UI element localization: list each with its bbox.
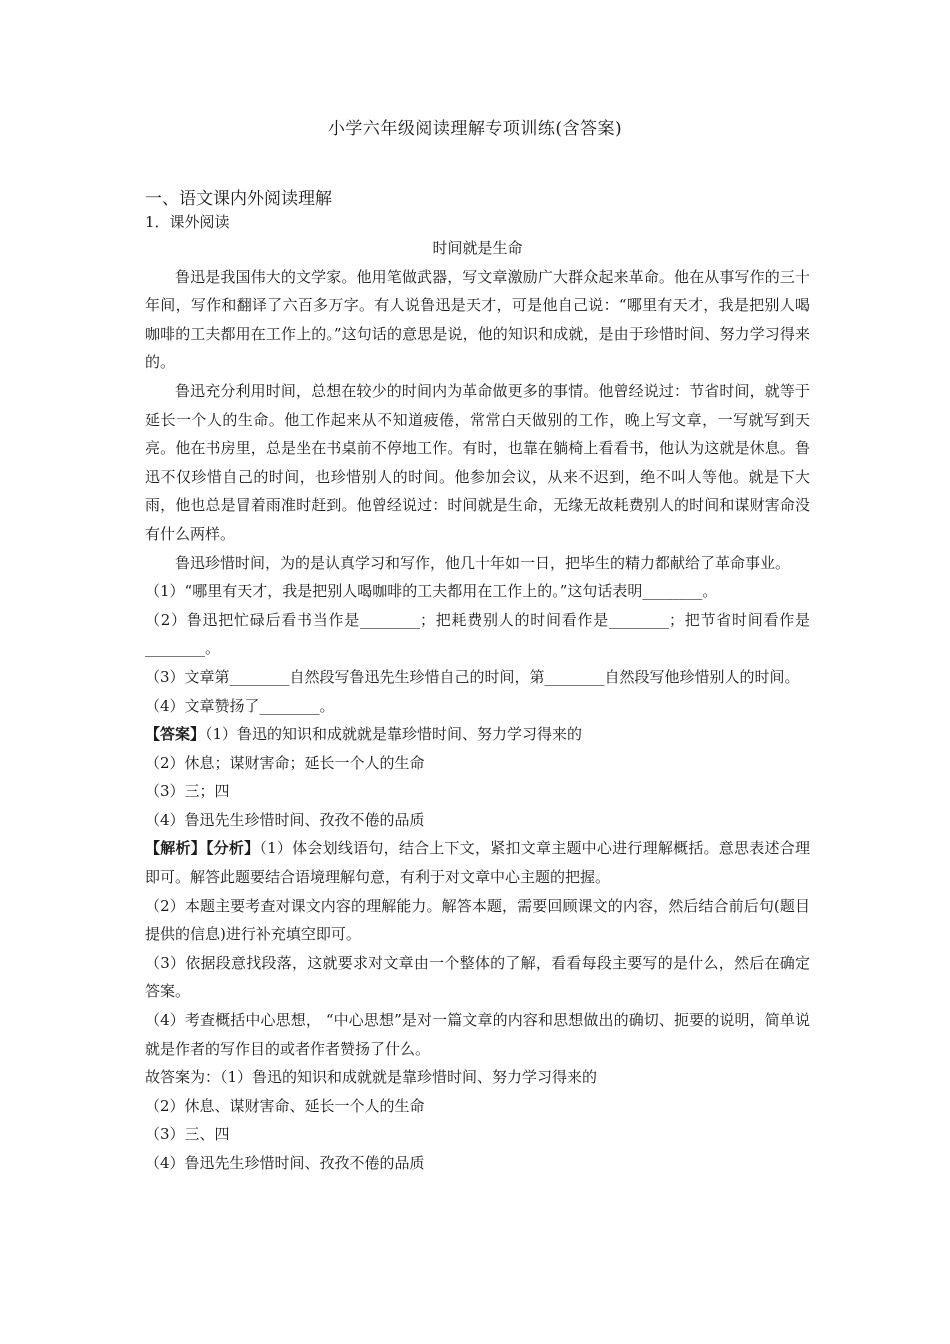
final-answer-4: （4）鲁迅先生珍惜时间、孜孜不倦的品质 [145,1154,425,1172]
analysis-line-1 [145,834,810,891]
analysis-label: 【解析】【分析】 [145,839,260,858]
analysis-2: （2）本题主要考查对课文内容的理解能力。解答本题，需要回顾课文的内容，然后结合前后句(题目提供的信息)进行补充填空即可。 [145,896,810,944]
passage-title: 时间就是生命 [432,239,523,257]
answer-4: （4）鲁迅先生珍惜时间、孜孜不倦的品质 [145,810,425,829]
answer-2: （2）休息；谋财害命；延长一个人的生命 [145,753,425,772]
answer-1: （1）鲁迅的知识和成就就是靠珍惜时间、努力学习得来的 [205,725,583,744]
passage-paragraph-1: 鲁迅是我国伟大的文学家。他用笔做武器，写文章激励广大群众起来革命。他在从事写作的三十年间，写作和翻译了六百多万字。有人说鲁迅是天才，可是他自己说：“哪里有天才，我是把别人喝咖啡的工夫都用在工作上的。”这句话的意思是说，他的知识和成就，是由于珍惜时间、努力学习得来的。 [145,267,810,372]
question-number: 1．课外阅读 [145,213,230,231]
document-title: 小学六年级阅读理解专项训练(含答案) [327,119,623,139]
answer-3: （3）三；四 [145,782,230,801]
analysis-3: （3）依据段意找段落，这就要求对文章由一个整体的了解，看看每段主要写的是什么，然后在确定答案。 [145,953,810,1001]
final-answer-3: （3）三、四 [145,1125,230,1144]
question-2: （2）鲁迅把忙碌后看书当作是________；把耗费别人的时间看作是________；把节省时间看作是________。 [145,610,810,658]
final-answer-2: （2）休息、谋财害命、延长一个人的生命 [145,1096,425,1115]
question-content [145,234,810,1178]
passage-paragraph-3: 鲁迅珍惜时间，为的是认真学习和写作，他几十年如一日，把毕生的精力都献给了革命事业。 [175,553,791,572]
answer-line-1 [145,720,810,749]
analysis-4: （4）考查概括中心思想， “中心思想”是对一篇文章的内容和思想做出的确切、扼要的说明，简单说就是作者的写作目的或者作者赞扬了什么。 [145,1011,810,1058]
answer-label: 【答案】 [145,725,206,744]
final-answer-1: 故答案为：（1）鲁迅的知识和成就就是靠珍惜时间、努力学习得来的 [145,1068,598,1087]
question-3: （3）文章第________自然段写鲁迅先生珍惜自己的时间，第________自然段写他珍惜别人的时间。 [145,667,800,686]
question-1: （1）“哪里有天才，我是把别人喝咖啡的工夫都用在工作上的。”这句话表明________。 [145,582,718,601]
section-heading: 一、语文课内外阅读理解 [145,189,332,209]
question-4: （4）文章赞扬了________。 [145,696,335,715]
analysis-1: （1）体会划线语句，结合上下文，紧扣文章主题中心进行理解概括。意思表述合理即可。解答此题要结合语境理解句意，有利于对文章中心主题的把握。 [145,839,810,887]
passage-paragraph-2: 鲁迅充分利用时间，总想在较少的时间内为革命做更多的事情。他曾经说过：节省时间，就等于延长一个人的生命。他工作起来从不知道疲倦，常常白天做别的工作，晚上写文章，一写就写到天亮。他在书房里，总是坐在书桌前不停地工作。有时，也靠在躺椅上看看书，他认为这就是休息。鲁迅不仅珍惜自己的时间，也珍惜别人的时间。他参加会议，从来不迟到，绝不叫人等他。就是下大雨，他也总是冒着雨准时赶到。他曾经说过：时间就是生命，无缘无故耗费别人的时间和谋财害命没有什么两样。 [145,381,810,543]
